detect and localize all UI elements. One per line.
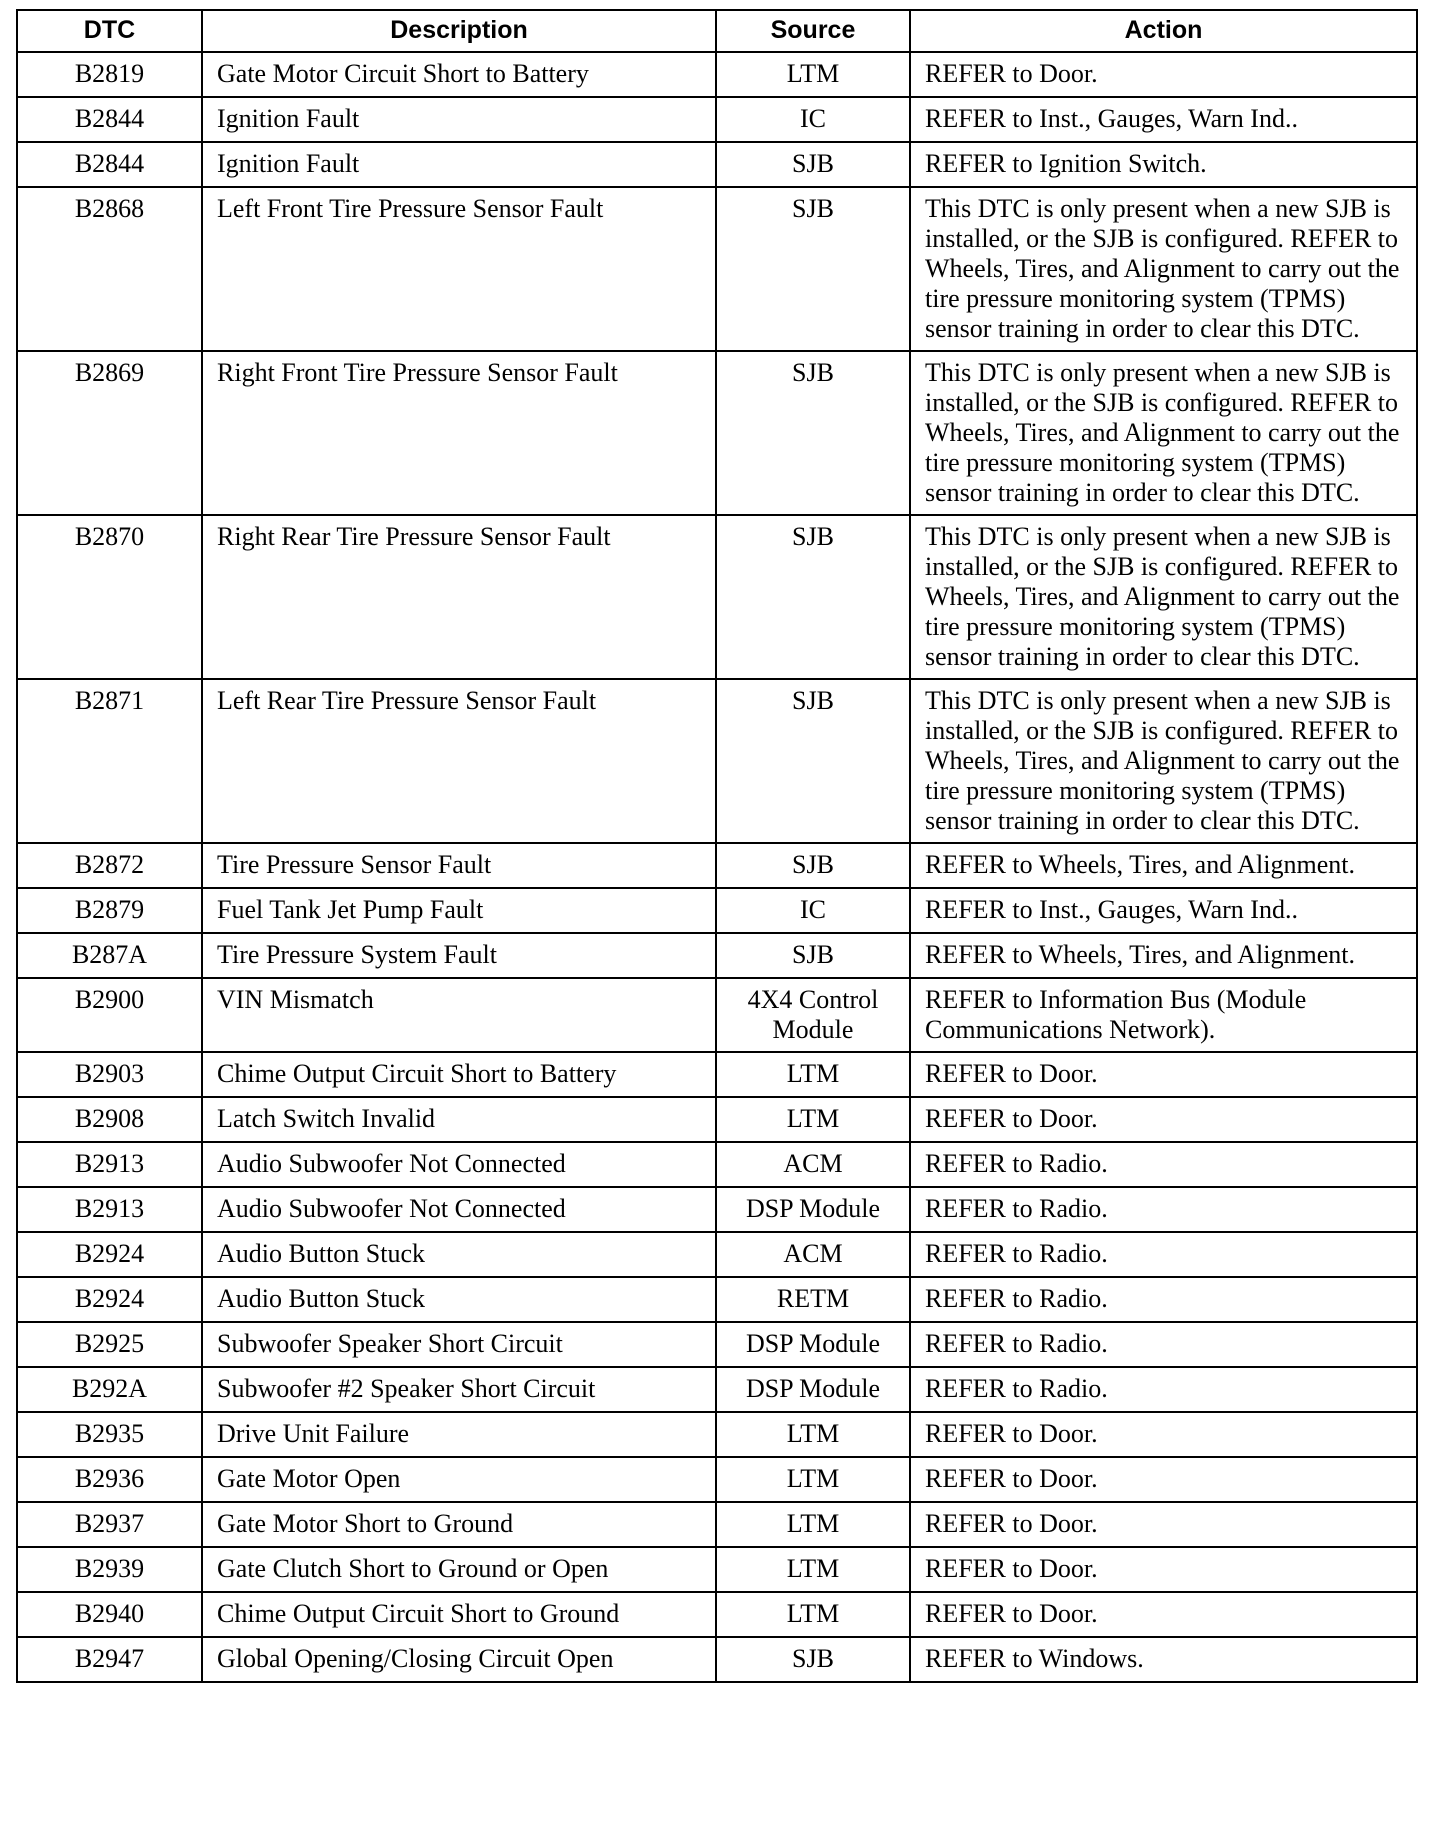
dtc-cell: B2844	[17, 97, 202, 142]
dtc-cell: B2925	[17, 1322, 202, 1367]
description-cell: Gate Motor Short to Ground	[202, 1502, 716, 1547]
table-row	[17, 1502, 1417, 1547]
action-cell: REFER to Wheels, Tires, and Alignment.	[910, 843, 1417, 888]
action-cell: This DTC is only present when a new SJB is installed, or the SJB is configured. REFER to Wheels, Tires, and Alignment to carry out the tire pressure monitoring system (TPMS) sensor training in order to clear this DTC.	[910, 187, 1417, 351]
source-cell: ACM	[716, 1232, 910, 1277]
table-row	[17, 1322, 1417, 1367]
table-row	[17, 515, 1417, 679]
action-cell: REFER to Door.	[910, 1412, 1417, 1457]
header-source: Source	[716, 10, 910, 52]
action-cell: REFER to Inst., Gauges, Warn Ind..	[910, 97, 1417, 142]
dtc-cell: B2939	[17, 1547, 202, 1592]
description-cell: Audio Subwoofer Not Connected	[202, 1187, 716, 1232]
description-cell: Gate Clutch Short to Ground or Open	[202, 1547, 716, 1592]
source-cell: SJB	[716, 679, 910, 843]
source-cell: IC	[716, 97, 910, 142]
dtc-cell: B287A	[17, 933, 202, 978]
source-cell: SJB	[716, 142, 910, 187]
action-cell: REFER to Door.	[910, 52, 1417, 97]
description-cell: Ignition Fault	[202, 97, 716, 142]
description-cell: Tire Pressure System Fault	[202, 933, 716, 978]
source-cell: RETM	[716, 1277, 910, 1322]
header-dtc: DTC	[17, 10, 202, 52]
source-cell: SJB	[716, 515, 910, 679]
source-cell: LTM	[716, 1412, 910, 1457]
table-row	[17, 1232, 1417, 1277]
action-cell: REFER to Information Bus (Module Communications Network).	[910, 978, 1417, 1052]
description-cell: Gate Motor Circuit Short to Battery	[202, 52, 716, 97]
action-cell: REFER to Inst., Gauges, Warn Ind..	[910, 888, 1417, 933]
description-cell: Audio Subwoofer Not Connected	[202, 1142, 716, 1187]
description-cell: Tire Pressure Sensor Fault	[202, 843, 716, 888]
table-header-row	[17, 10, 1417, 52]
source-cell: SJB	[716, 843, 910, 888]
description-cell: Left Rear Tire Pressure Sensor Fault	[202, 679, 716, 843]
action-cell: REFER to Door.	[910, 1592, 1417, 1637]
source-cell: DSP Module	[716, 1367, 910, 1412]
table-row	[17, 1367, 1417, 1412]
dtc-cell: B2940	[17, 1592, 202, 1637]
action-cell: REFER to Radio.	[910, 1277, 1417, 1322]
description-cell: VIN Mismatch	[202, 978, 716, 1052]
description-cell: Left Front Tire Pressure Sensor Fault	[202, 187, 716, 351]
table-row	[17, 1142, 1417, 1187]
action-cell: REFER to Radio.	[910, 1142, 1417, 1187]
dtc-cell: B2913	[17, 1142, 202, 1187]
dtc-cell: B2872	[17, 843, 202, 888]
dtc-cell: B2924	[17, 1232, 202, 1277]
dtc-cell: B2937	[17, 1502, 202, 1547]
action-cell: REFER to Wheels, Tires, and Alignment.	[910, 933, 1417, 978]
action-cell: REFER to Door.	[910, 1547, 1417, 1592]
description-cell: Subwoofer Speaker Short Circuit	[202, 1322, 716, 1367]
description-cell: Chime Output Circuit Short to Battery	[202, 1052, 716, 1097]
dtc-cell: B2879	[17, 888, 202, 933]
source-cell: LTM	[716, 1052, 910, 1097]
source-cell: LTM	[716, 1502, 910, 1547]
action-cell: REFER to Radio.	[910, 1322, 1417, 1367]
table-row	[17, 52, 1417, 97]
dtc-table	[16, 9, 1418, 1683]
description-cell: Global Opening/Closing Circuit Open	[202, 1637, 716, 1682]
action-cell: This DTC is only present when a new SJB is installed, or the SJB is configured. REFER to Wheels, Tires, and Alignment to carry out the tire pressure monitoring system (TPMS) sensor training in order to clear this DTC.	[910, 515, 1417, 679]
table-row	[17, 1187, 1417, 1232]
source-cell: LTM	[716, 1592, 910, 1637]
description-cell: Right Front Tire Pressure Sensor Fault	[202, 351, 716, 515]
table-row	[17, 679, 1417, 843]
dtc-cell: B2844	[17, 142, 202, 187]
action-cell: REFER to Radio.	[910, 1187, 1417, 1232]
source-cell: IC	[716, 888, 910, 933]
table-body	[17, 52, 1417, 1682]
description-cell: Right Rear Tire Pressure Sensor Fault	[202, 515, 716, 679]
table-row	[17, 187, 1417, 351]
dtc-cell: B2935	[17, 1412, 202, 1457]
action-cell: REFER to Radio.	[910, 1232, 1417, 1277]
description-cell: Drive Unit Failure	[202, 1412, 716, 1457]
table-row	[17, 97, 1417, 142]
action-cell: REFER to Door.	[910, 1097, 1417, 1142]
table-row	[17, 1547, 1417, 1592]
source-cell: 4X4 Control Module	[716, 978, 910, 1052]
action-cell: REFER to Door.	[910, 1502, 1417, 1547]
table-row	[17, 1592, 1417, 1637]
source-cell: DSP Module	[716, 1322, 910, 1367]
table-row	[17, 1052, 1417, 1097]
action-cell: This DTC is only present when a new SJB is installed, or the SJB is configured. REFER to Wheels, Tires, and Alignment to carry out the tire pressure monitoring system (TPMS) sensor training in order to clear this DTC.	[910, 679, 1417, 843]
table-row	[17, 1457, 1417, 1502]
action-cell: REFER to Door.	[910, 1457, 1417, 1502]
description-cell: Ignition Fault	[202, 142, 716, 187]
table-row	[17, 351, 1417, 515]
dtc-cell: B292A	[17, 1367, 202, 1412]
dtc-cell: B2936	[17, 1457, 202, 1502]
source-cell: SJB	[716, 933, 910, 978]
description-cell: Audio Button Stuck	[202, 1277, 716, 1322]
table-row	[17, 978, 1417, 1052]
dtc-cell: B2947	[17, 1637, 202, 1682]
table-row	[17, 1637, 1417, 1682]
source-cell: LTM	[716, 1547, 910, 1592]
dtc-cell: B2819	[17, 52, 202, 97]
action-cell: REFER to Door.	[910, 1052, 1417, 1097]
dtc-cell: B2924	[17, 1277, 202, 1322]
header-action: Action	[910, 10, 1417, 52]
source-cell: SJB	[716, 187, 910, 351]
description-cell: Gate Motor Open	[202, 1457, 716, 1502]
action-cell: REFER to Ignition Switch.	[910, 142, 1417, 187]
dtc-cell: B2908	[17, 1097, 202, 1142]
dtc-cell: B2869	[17, 351, 202, 515]
dtc-cell: B2913	[17, 1187, 202, 1232]
source-cell: LTM	[716, 1097, 910, 1142]
table-row	[17, 843, 1417, 888]
source-cell: LTM	[716, 1457, 910, 1502]
dtc-cell: B2868	[17, 187, 202, 351]
table-row	[17, 1097, 1417, 1142]
description-cell: Chime Output Circuit Short to Ground	[202, 1592, 716, 1637]
table-row	[17, 1412, 1417, 1457]
action-cell: REFER to Windows.	[910, 1637, 1417, 1682]
dtc-cell: B2870	[17, 515, 202, 679]
source-cell: SJB	[716, 351, 910, 515]
table-row	[17, 888, 1417, 933]
description-cell: Subwoofer #2 Speaker Short Circuit	[202, 1367, 716, 1412]
source-cell: DSP Module	[716, 1187, 910, 1232]
document-page	[16, 9, 1418, 1683]
table-row	[17, 933, 1417, 978]
table-row	[17, 1277, 1417, 1322]
source-cell: ACM	[716, 1142, 910, 1187]
source-cell: SJB	[716, 1637, 910, 1682]
dtc-cell: B2903	[17, 1052, 202, 1097]
description-cell: Audio Button Stuck	[202, 1232, 716, 1277]
action-cell: This DTC is only present when a new SJB is installed, or the SJB is configured. REFER to Wheels, Tires, and Alignment to carry out the tire pressure monitoring system (TPMS) sensor training in order to clear this DTC.	[910, 351, 1417, 515]
table-row	[17, 142, 1417, 187]
dtc-cell: B2871	[17, 679, 202, 843]
description-cell: Latch Switch Invalid	[202, 1097, 716, 1142]
header-description: Description	[202, 10, 716, 52]
source-cell: LTM	[716, 52, 910, 97]
dtc-cell: B2900	[17, 978, 202, 1052]
description-cell: Fuel Tank Jet Pump Fault	[202, 888, 716, 933]
action-cell: REFER to Radio.	[910, 1367, 1417, 1412]
